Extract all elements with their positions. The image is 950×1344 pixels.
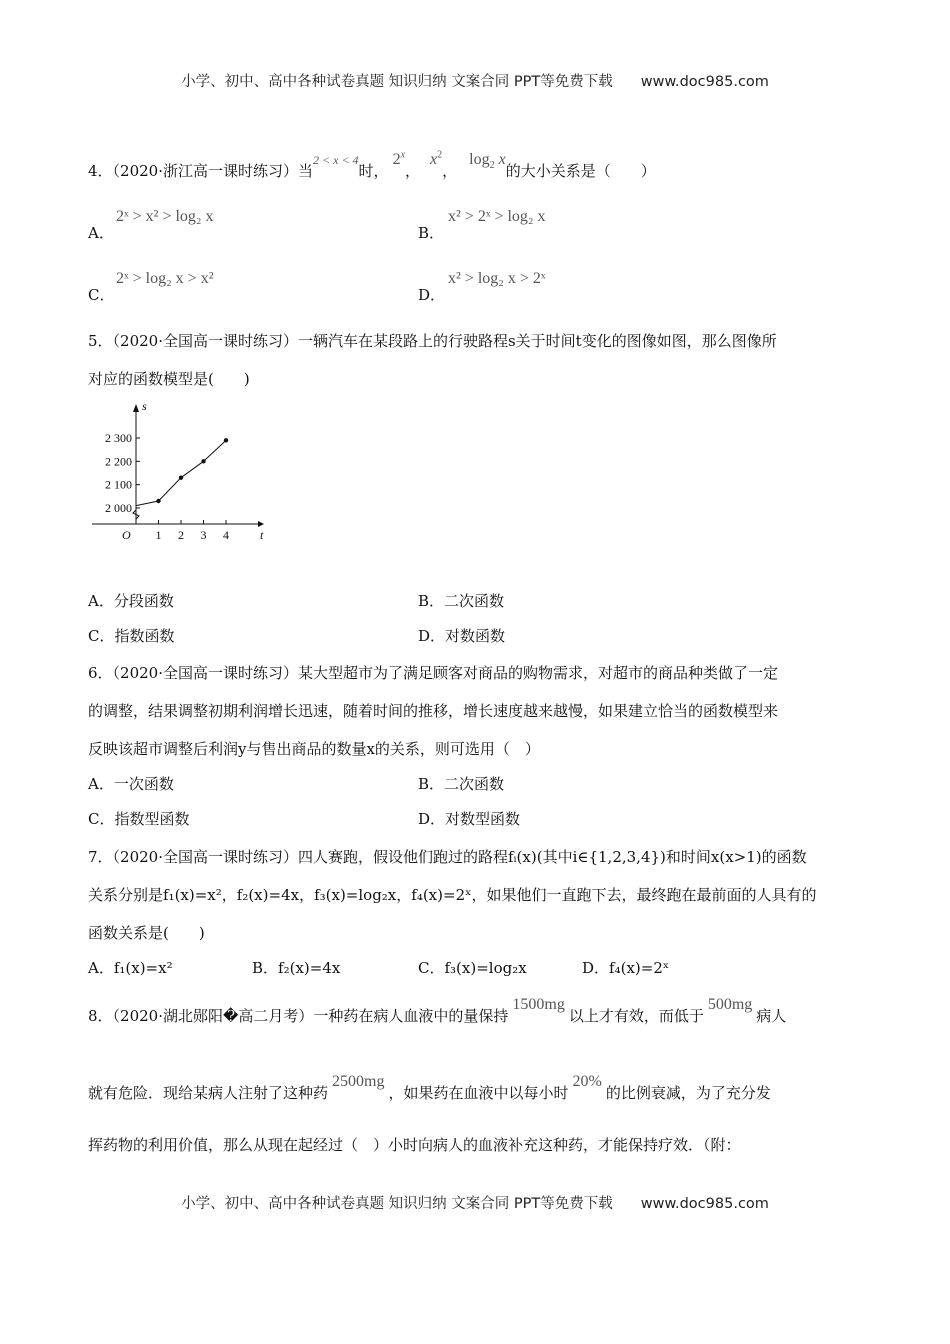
q6-option-d[interactable]: D．对数型函数	[418, 810, 521, 828]
q4-expr3-x: x	[494, 151, 506, 168]
data-point-2	[179, 475, 183, 479]
q5-stem-line1: 5．（2020·全国高一课时练习）一辆汽车在某段路上的行驶路程s关于时间t变化的图像如图，那么图像所	[88, 332, 777, 350]
q7-option-b[interactable]: B．f₂(x)=4x	[252, 959, 341, 977]
q4-option-c[interactable]	[88, 270, 214, 304]
q7-option-a[interactable]: A．f₁(x)=x²	[88, 959, 173, 977]
y-tick-label-3: 2 300	[105, 431, 132, 445]
q7-stem-line3: 函数关系是( )	[88, 924, 205, 942]
q4-expr3: log	[469, 151, 490, 168]
q4-option-c-expr: 2ˣ > log₂ x > x²	[116, 270, 214, 287]
q6-option-a[interactable]: A．一次函数	[88, 775, 174, 793]
x-tick-label-3: 4	[223, 528, 229, 542]
q4-stem	[88, 149, 656, 183]
q5-chart	[88, 396, 278, 551]
y-tick-label-1: 2 100	[105, 477, 132, 492]
q4-sep2: ，	[442, 162, 458, 180]
q8-stem-line2	[88, 1073, 771, 1103]
q8-line2-part2: ，如果药在血液中以每小时	[388, 1084, 569, 1102]
q4-number: 4．	[88, 162, 113, 180]
q4-expr1: 2	[392, 151, 401, 168]
q4-expr2: x	[430, 151, 438, 168]
q6-option-b[interactable]: B．二次函数	[418, 775, 505, 793]
q8-line1-part2: 以上才有效，而低于	[568, 1007, 704, 1025]
q4-expr2-sup: 2	[437, 149, 443, 161]
x-axis-arrow	[258, 521, 264, 527]
q8-line1-part1: 8．（2020·湖北郧阳�高二月考）一种药在病人血液中的量保持	[88, 1007, 509, 1025]
header-site[interactable]: www.doc985.com	[640, 74, 769, 90]
q8-value-500mg: 500mg	[707, 996, 753, 1013]
q5-option-d[interactable]: D．对数函数	[418, 627, 506, 645]
q4-option-d-expr: x² > log₂ x > 2ˣ	[448, 270, 546, 287]
q5-option-c[interactable]: C．指数函数	[88, 627, 175, 645]
q4-pre: 当	[298, 162, 314, 180]
q8-value-1500mg: 1500mg	[512, 996, 565, 1013]
q8-line2-part1: 就有危险．现给某病人注射了这种药	[88, 1084, 329, 1102]
q8-value-2500mg: 2500mg	[332, 1073, 385, 1090]
q4-option-b-label: B．	[418, 224, 445, 242]
q4-expr3-sub: 2	[489, 160, 495, 172]
origin-label: O	[122, 528, 131, 542]
q4-option-d-label: D．	[418, 286, 446, 304]
q4-option-b[interactable]	[418, 208, 546, 242]
data-point-4	[224, 438, 228, 442]
q8-stem-line3: 挥药物的利用价值，那么从现在起经过（ ）小时向病人的血液补充这种药，才能保持疗效．（附：	[88, 1136, 741, 1154]
q8-line1-part3: 病人	[756, 1007, 787, 1025]
q4-option-a-label: A．	[88, 224, 114, 242]
q4-mid: 时，	[358, 162, 389, 180]
q8-value-20pct: 20%	[572, 1073, 602, 1090]
q4-option-d[interactable]	[418, 270, 546, 304]
q8-line2-part3: 的比例衰减，为了充分发	[605, 1084, 771, 1102]
q5-option-b[interactable]: B．二次函数	[418, 592, 505, 610]
x-tick-label-0: 1	[155, 528, 162, 542]
q5-option-a[interactable]: A．分段函数	[88, 592, 174, 610]
page-header	[0, 70, 950, 91]
q4-option-b-expr: x² > 2ˣ > log₂ x	[448, 208, 546, 225]
q8-stem-line1	[88, 996, 787, 1026]
x-tick-label-1: 2	[178, 528, 184, 542]
footer-text: 小学、初中、高中各种试卷真题 知识归纳 文案合同 PPT等免费下载	[181, 1196, 613, 1212]
x-tick-label-2: 3	[200, 528, 207, 542]
header-text: 小学、初中、高中各种试卷真题 知识归纳 文案合同 PPT等免费下载	[181, 74, 613, 90]
q4-option-c-label: C．	[88, 286, 115, 304]
q4-option-a[interactable]	[88, 208, 214, 242]
page-footer	[0, 1192, 950, 1213]
footer-site[interactable]: www.doc985.com	[640, 1196, 769, 1212]
y-tick-label-2: 2 200	[105, 454, 132, 469]
q6-stem-line1: 6．（2020·全国高一课时练习）某大型超市为了满足顾客对商品的购物需求，对超市的商品种类做了一定	[88, 664, 778, 682]
data-point-3	[201, 459, 205, 463]
q7-stem-line1: 7．（2020·全国高一课时练习）四人赛跑，假设他们跑过的路程fᵢ(x)(其中i∈{1,2,3,4})和时间x(x>1)的函数	[88, 848, 807, 866]
q7-option-c[interactable]: C．f₃(x)=log₂x	[418, 959, 527, 977]
q4-option-a-expr: 2ˣ > x² > log₂ x	[116, 208, 214, 225]
q6-stem-line2: 的调整，结果调整初期利润增长迅速，随着时间的推移，增长速度越来越慢，如果建立恰当的函数模型来	[88, 702, 779, 720]
series-line	[136, 440, 226, 505]
q5-stem-line2: 对应的函数模型是( )	[88, 370, 250, 388]
q7-stem-line2: 关系分别是f₁(x)=x²，f₂(x)=4x，f₃(x)=log₂x，f₄(x)=2ˣ，如果他们一直跑下去，最终跑在最前面的人具有的	[88, 886, 817, 904]
q4-expr1-sup: x	[400, 149, 406, 161]
q6-stem-line3: 反映该超市调整后利润y与售出商品的数量x的关系，则可选用（ ）	[88, 740, 540, 758]
q4-cond: 2 < x < 4	[313, 153, 359, 167]
data-point-1	[156, 499, 160, 503]
x-axis-label: t	[260, 528, 264, 542]
q4-tail: 的大小关系是（ ）	[505, 162, 656, 180]
q4-source: （2020·浙江高一课时练习）	[112, 162, 298, 180]
q4-sep1: ，	[405, 162, 421, 180]
q7-option-d[interactable]: D．f₄(x)=2ˣ	[582, 959, 670, 977]
y-axis-label: s	[142, 399, 147, 413]
q6-option-c[interactable]: C．指数型函数	[88, 810, 190, 828]
y-tick-label-0: 2 000	[105, 501, 132, 515]
y-axis-arrow	[133, 404, 139, 412]
